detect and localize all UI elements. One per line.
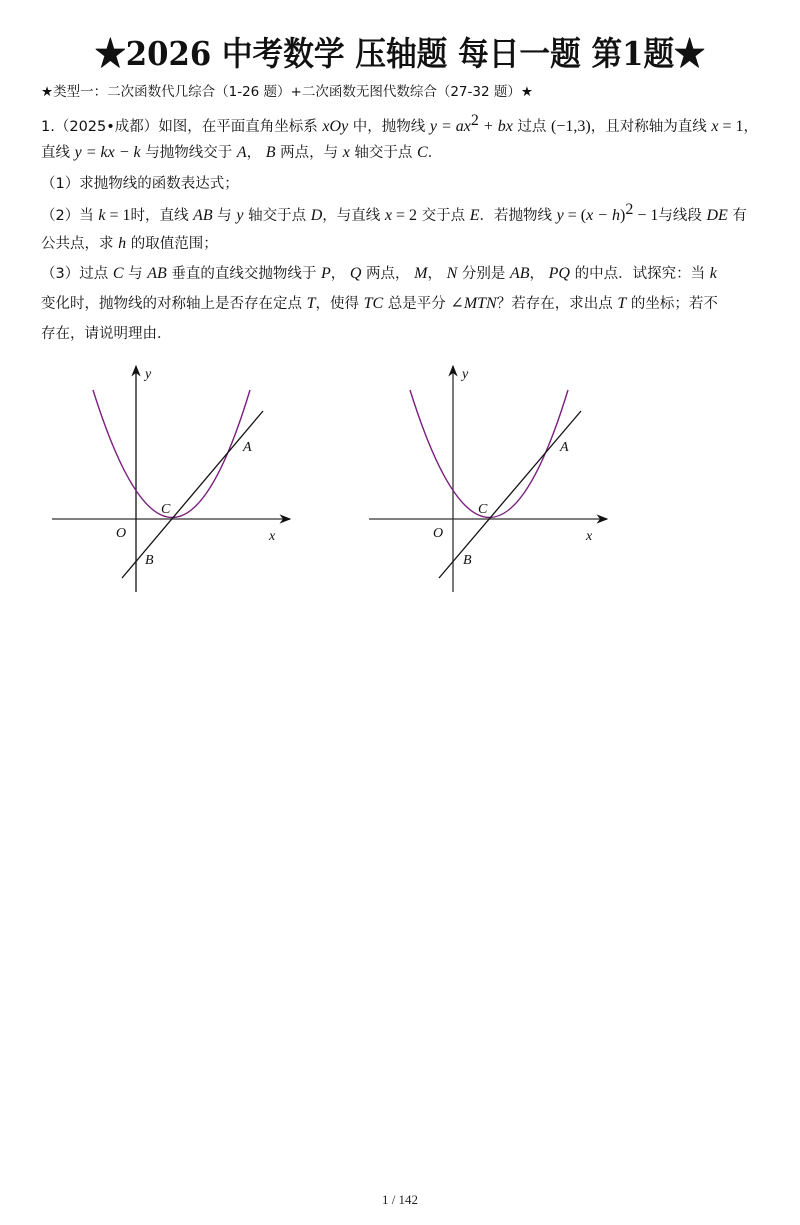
question-3-line-3: 存在，请说明理由． xyxy=(41,326,172,342)
question-3-line-1 xyxy=(41,262,717,283)
origin-label: O xyxy=(116,526,127,541)
question-2-text-2: 公共点，求 h 的取值范围； xyxy=(41,235,218,252)
problem-stem-2: 直线 y = kx − k 与抛物线交于 A， B 两点，与 x 轴交于点 C． xyxy=(41,144,443,161)
coordinate-graph-2 xyxy=(357,360,617,600)
problem-line-1 xyxy=(41,112,758,136)
question-2-text-1: （2）当 k = 1时，直线 AB 与 y 轴交于点 D，与直线 x = 2 交于点 E．若抛物线 $y = (x - h)^2 - 1$与线段 DE 有 xyxy=(41,201,747,224)
problem-stem-1: 如图，在平面直角坐标系 xOy 中，抛物线 $y = ax^2$ + bx 过点 (−1,3)，且对称轴为直线 x = 1， xyxy=(158,112,758,135)
question-3-line-2 xyxy=(41,292,718,313)
x-axis-label: x xyxy=(586,529,593,544)
question-3-text-1: （3）过点 C 与 AB 垂直的直线交抛物线于 P， Q 两点， M， N 分别是 AB， PQ 的中点．试探究：当 k xyxy=(41,265,717,282)
point-a-label: A xyxy=(560,440,569,455)
origin-label: O xyxy=(433,526,444,541)
point-a-label: A xyxy=(243,440,252,455)
y-axis-label: y xyxy=(462,367,469,382)
point-c-label: C xyxy=(161,502,171,517)
point-c-label: C xyxy=(478,502,488,517)
page-title: ★2026 中考数学 压轴题 每日一题 第1题★ xyxy=(95,34,705,73)
line-ab xyxy=(439,411,581,578)
problem-line-2 xyxy=(41,141,442,162)
page-number: 1 / 142 xyxy=(381,1192,419,1207)
figure-1 xyxy=(40,360,300,600)
line-ab xyxy=(122,411,263,578)
problem-source: （2025•成都） xyxy=(54,118,159,135)
question-2-line-1 xyxy=(41,201,747,225)
category-subtitle: ★类型一：二次函数代几综合（1-26 题）+二次函数无图代数综合（27-32 题）★ xyxy=(41,84,533,100)
problem-number: 1. xyxy=(41,118,55,135)
point-b-label: B xyxy=(145,553,154,568)
question-2-line-2 xyxy=(41,232,218,253)
question-3-text-2: 变化时，抛物线的对称轴上是否存在定点 T，使得 TC 总是平分 ∠MTN？若存在，求出点 T 的坐标；若不 xyxy=(41,295,718,312)
figure-2 xyxy=(357,360,617,600)
y-axis-label: y xyxy=(145,367,152,382)
coordinate-graph-1 xyxy=(40,360,300,600)
question-1: （1）求抛物线的函数表达式； xyxy=(41,176,239,192)
x-axis-label: x xyxy=(269,529,276,544)
point-b-label: B xyxy=(463,553,472,568)
